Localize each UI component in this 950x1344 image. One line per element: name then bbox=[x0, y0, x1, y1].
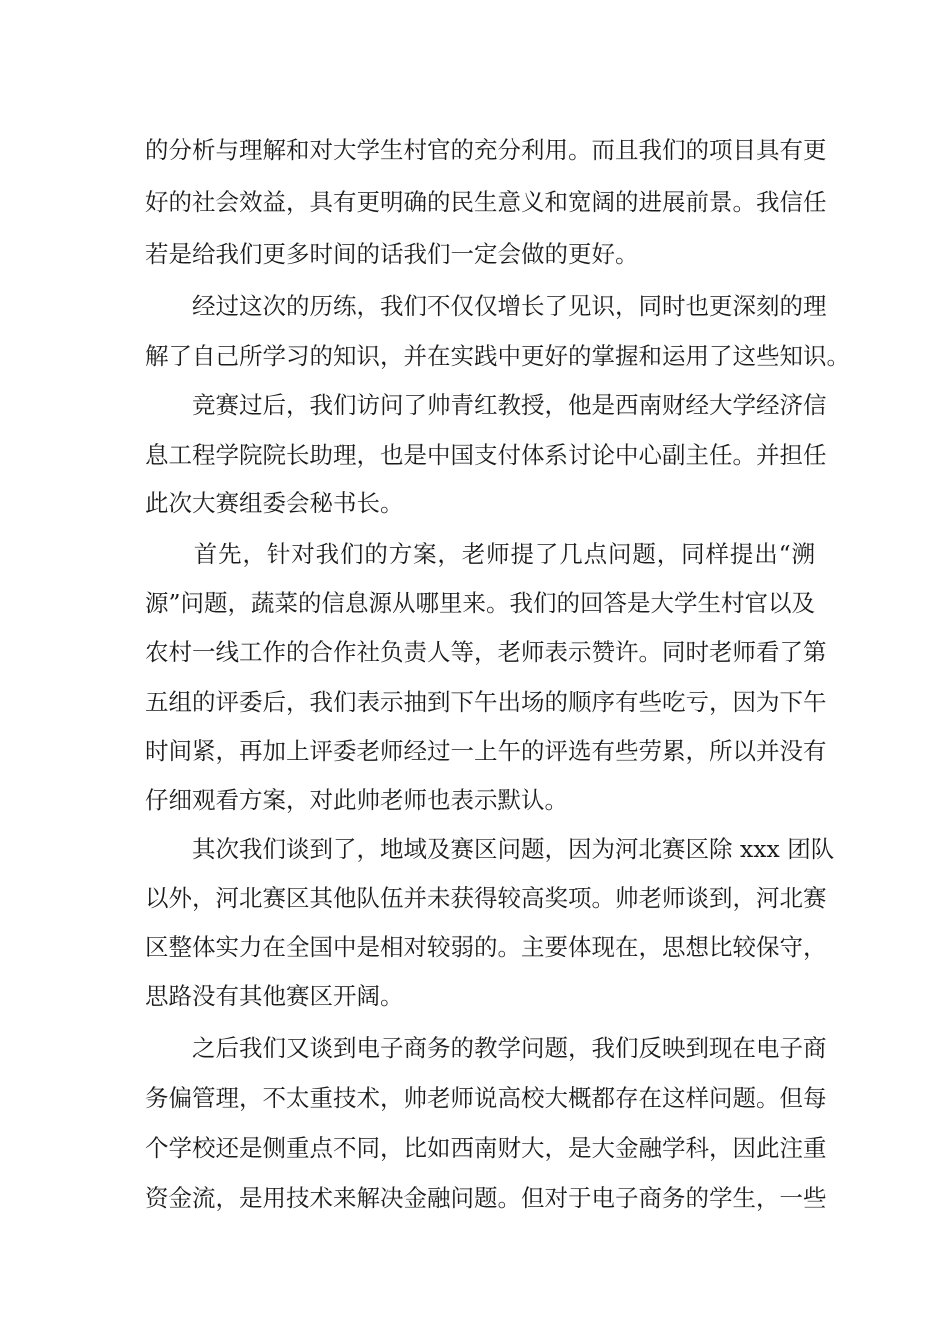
text-line: 以外，河北赛区其他队伍并未获得较高奖项。帅老师谈到，河北赛 bbox=[145, 884, 827, 912]
text-line: 息工程学院院长助理，也是中国支付体系讨论中心副主任。并担任 bbox=[145, 441, 827, 469]
text-line: 务偏管理，不太重技术，帅老师说高校大概都存在这样问题。但每 bbox=[145, 1084, 827, 1112]
text-line: 的分析与理解和对大学生村官的充分利用。而且我们的项目具有更 bbox=[145, 136, 827, 164]
text-line: 农村一线工作的合作社负责人等，老师表示赞许。同时老师看了第 bbox=[145, 638, 827, 666]
text-line: 好的社会效益，具有更明确的民生意义和宽阔的进展前景。我信任 bbox=[145, 188, 827, 216]
text-line: 思路没有其他赛区开阔。 bbox=[145, 982, 404, 1010]
text-line: 资金流，是用技术来解决金融问题。但对于电子商务的学生，一些 bbox=[145, 1184, 827, 1212]
text-line: 时间紧，再加上评委老师经过一上午的评选有些劳累，所以并没有 bbox=[145, 737, 827, 765]
text-line: 首先，针对我们的方案，老师提了几点问题，同样提出“溯 bbox=[145, 540, 815, 568]
text-line: 仔细观看方案，对此帅老师也表示默认。 bbox=[145, 786, 568, 814]
text-line: 五组的评委后，我们表示抽到下午出场的顺序有些吃亏，因为下午 bbox=[145, 688, 827, 716]
text-line: 个学校还是侧重点不同，比如西南财大，是大金融学科，因此注重 bbox=[145, 1134, 827, 1162]
text-line: 若是给我们更多时间的话我们一定会做的更好。 bbox=[145, 240, 639, 268]
text-line: 经过这次的历练，我们不仅仅增长了见识，同时也更深刻的理 bbox=[145, 292, 827, 320]
text-line: 区整体实力在全国中是相对较弱的。主要体现在，思想比较保守， bbox=[145, 933, 827, 961]
text-line: 竞赛过后，我们访问了帅青红教授，他是西南财经大学经济信 bbox=[145, 391, 827, 419]
text-line: 此次大赛组委会秘书长。 bbox=[145, 489, 404, 517]
text-line: 之后我们又谈到电子商务的教学问题，我们反映到现在电子商 bbox=[145, 1034, 827, 1062]
text-line: 其次我们谈到了，地域及赛区问题，因为河北赛区除 xxx 团队 bbox=[145, 835, 835, 863]
text-line: 源”问题，蔬菜的信息源从哪里来。我们的回答是大学生村官以及 bbox=[145, 589, 816, 617]
text-line: 解了自己所学习的知识，并在实践中更好的掌握和运用了这些知识。 bbox=[145, 342, 850, 370]
